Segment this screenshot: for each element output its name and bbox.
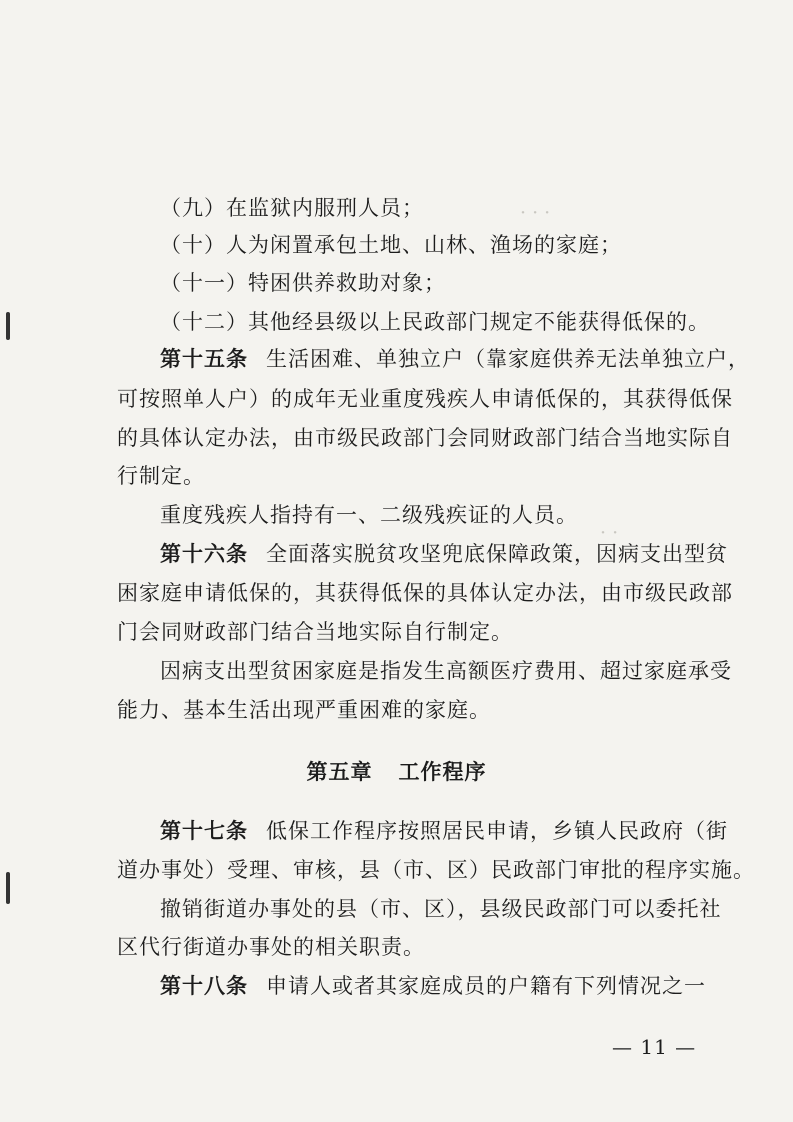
clause-line	[160, 307, 710, 337]
body-text: 道办事处）受理、审核，县（市、区）民政部门审批的程序实施。	[117, 858, 755, 882]
body-line	[117, 578, 733, 608]
chapter-number: 第五章	[306, 760, 373, 784]
body-line	[117, 384, 733, 414]
body-text: 困家庭申请低保的，其获得低保的具体认定办法，由市级民政部	[117, 581, 733, 605]
article-text: 低保工作程序按照居民申请，乡镇人民政府（街	[266, 819, 728, 843]
body-line	[160, 894, 722, 924]
binding-mark	[6, 312, 10, 340]
body-text: 的具体认定办法，由市级民政部门会同财政部门结合当地实际自	[117, 426, 733, 450]
body-line	[117, 423, 733, 453]
article-line	[160, 816, 728, 846]
body-line	[117, 617, 687, 647]
article-line	[160, 344, 750, 374]
body-line	[117, 461, 687, 491]
clause-line	[160, 230, 687, 260]
body-line	[117, 695, 687, 725]
clause-line	[160, 268, 687, 298]
body-line	[160, 656, 732, 686]
body-text: 重度残疾人指持有一、二级残疾证的人员。	[160, 503, 578, 527]
clause-text: （十）人为闲置承包土地、山林、渔场的家庭；	[160, 233, 622, 257]
article-heading: 第十六条	[160, 542, 248, 566]
clause-text: （十二）其他经县级以上民政部门规定不能获得低保的。	[160, 310, 710, 334]
body-line	[160, 500, 687, 530]
body-line	[117, 932, 687, 962]
article-line	[160, 971, 706, 1001]
body-text: 因病支出型贫困家庭是指发生高额医疗费用、超过家庭承受	[160, 659, 732, 683]
article-text: 全面落实脱贫攻坚兜底保障政策，因病支出型贫	[266, 542, 728, 566]
article-line	[160, 539, 728, 569]
chapter-heading	[0, 757, 793, 787]
article-text: 申请人或者其家庭成员的户籍有下列情况之一	[266, 974, 706, 998]
clause-line	[160, 193, 687, 223]
body-text: 门会同财政部门结合当地实际自行制定。	[117, 620, 513, 644]
body-text: 可按照单人户）的成年无业重度残疾人申请低保的，其获得低保	[117, 387, 733, 411]
clause-text: （九）在监狱内服刑人员；	[160, 196, 424, 220]
body-text: 能力、基本生活出现严重困难的家庭。	[117, 698, 491, 722]
bleed-through: · ·	[600, 522, 619, 544]
bleed-through: · · ·	[520, 202, 551, 224]
body-text: 区代行街道办事处的相关职责。	[117, 935, 425, 959]
body-text: 行制定。	[117, 464, 205, 488]
body-line	[117, 855, 755, 885]
page-number: — 11 —	[612, 1035, 697, 1059]
body-text: 撤销街道办事处的县（市、区），县级民政部门可以委托社	[160, 897, 722, 921]
binding-mark	[6, 872, 10, 904]
article-text: 生活困难、单独立户（靠家庭供养无法单独立户，	[266, 347, 750, 371]
article-heading: 第十七条	[160, 819, 248, 843]
chapter-title: 工作程序	[398, 760, 487, 784]
article-heading: 第十八条	[160, 974, 248, 998]
article-heading: 第十五条	[160, 347, 248, 371]
clause-text: （十一）特困供养救助对象；	[160, 271, 446, 295]
